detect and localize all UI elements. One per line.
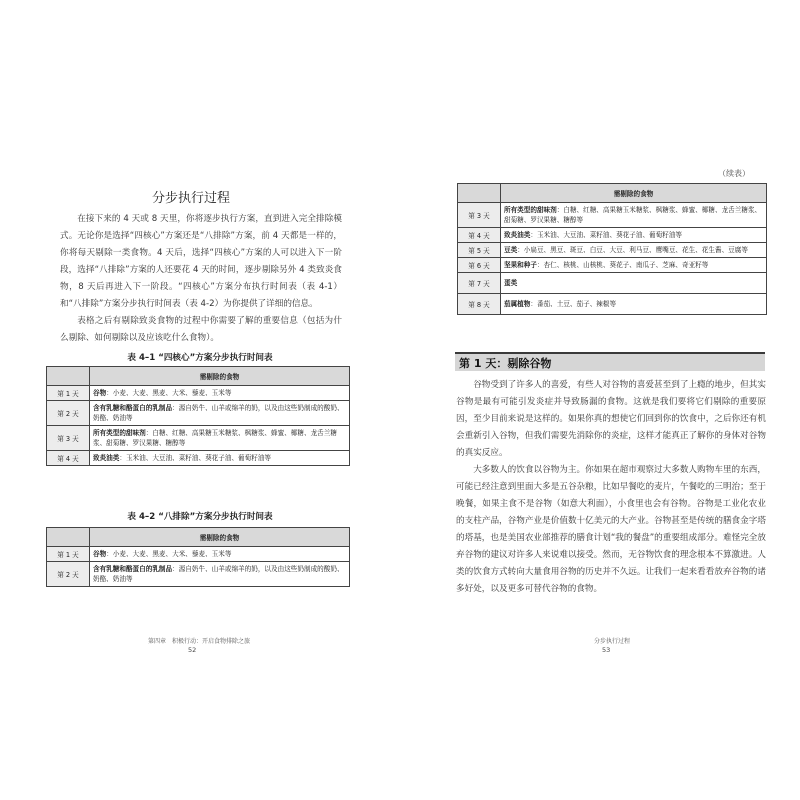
table-header: 需剔除的食物 bbox=[501, 184, 767, 203]
footer-section: 分步执行过程 bbox=[594, 638, 631, 645]
food-cell: 致炎油类：玉米油、大豆油、菜籽油、葵花子油、葡萄籽油等 bbox=[90, 451, 350, 466]
table-row bbox=[458, 273, 767, 294]
table1-caption: 表 4–1 “四核心”方案分步执行时间表 bbox=[127, 353, 273, 363]
table-header-row bbox=[47, 528, 350, 547]
food-cell: 谷物：小麦、大麦、黑麦、大米、藜麦、玉米等 bbox=[90, 386, 350, 401]
table-corner bbox=[47, 528, 90, 547]
table-header: 需剔除的食物 bbox=[90, 528, 350, 547]
table-row bbox=[458, 258, 767, 273]
day-cell: 第 4 天 bbox=[47, 451, 90, 466]
table-row bbox=[47, 426, 350, 451]
table-header-row bbox=[458, 184, 767, 203]
food-cell: 所有类型的甜味剂：白糖、红糖、高果糖玉米糖浆、枫糖浆、蜂蜜、椰糖、龙舌兰糖浆、甜菊糖、罗汉果糖、糖醇等 bbox=[90, 426, 350, 451]
table-4-2 bbox=[46, 527, 350, 587]
day-cell: 第 2 天 bbox=[47, 562, 90, 587]
intro-text bbox=[60, 211, 342, 347]
table-4-1 bbox=[46, 366, 350, 466]
day-cell: 第 5 天 bbox=[458, 243, 501, 258]
food-cell: 谷物：小麦、大麦、黑麦、大米、藜麦、玉米等 bbox=[90, 547, 350, 562]
day-cell: 第 1 天 bbox=[47, 547, 90, 562]
food-cell: 茄属植物：番茄、土豆、茄子、辣椒等 bbox=[501, 294, 767, 315]
table-row bbox=[47, 401, 350, 426]
table-continued bbox=[457, 183, 767, 315]
food-cell: 坚果和种子：杏仁、核桃、山核桃、葵花子、南瓜子、芝麻、奇亚籽等 bbox=[501, 258, 767, 273]
day-cell: 第 2 天 bbox=[47, 401, 90, 426]
day1-heading-bar bbox=[455, 352, 765, 371]
food-cell: 蛋类 bbox=[501, 273, 767, 294]
intro-paragraph-2: 表格之后有剔除致炎食物的过程中你需要了解的重要信息（包括为什么剔除、如何剔除以及应该吃什么食物）。 bbox=[60, 316, 342, 343]
intro-paragraph-1: 在接下来的 4 天或 8 天里，你将逐步执行方案，直到进入完全排除模式。无论你是选择“四核心”方案还是“八排除”方案，前 4 天都是一样的，你将每天剔除一类食物。4 天后，选择“四核心”方案的人可以进入下一阶段，选择“八排除”方案的人还要花 4 天的时间，逐步剔除另外 4 类致炎食物，8 天后再进入下一阶段。“四核心”方案分布执行时间表（表 4-1）和“八排除”方案分步执行时间表（表 4-2）为你提供了详细的信息。 bbox=[60, 214, 342, 309]
food-cell: 豆类：小扁豆、黑豆、斑豆、白豆、大豆、利马豆、鹰嘴豆、花生、花生酱、豆腐等 bbox=[501, 243, 767, 258]
table-row bbox=[47, 386, 350, 401]
food-cell: 含有乳糖和酪蛋白的乳制品：源自奶牛、山羊或绵羊的奶，以及由这些奶制成的酸奶、奶酪、奶油等 bbox=[90, 401, 350, 426]
table-row bbox=[47, 547, 350, 562]
day-cell: 第 3 天 bbox=[458, 203, 501, 228]
table-row bbox=[47, 562, 350, 587]
table-row bbox=[458, 294, 767, 315]
day-cell: 第 6 天 bbox=[458, 258, 501, 273]
footer-chapter: 第四章 积极行动：开启食物排除之旅 bbox=[148, 638, 251, 645]
page-number: 53 bbox=[602, 646, 611, 654]
section-title: 分步执行过程 bbox=[152, 191, 231, 206]
day-cell: 第 7 天 bbox=[458, 273, 501, 294]
day1-text bbox=[456, 377, 766, 598]
food-cell: 致炎油类：玉米油、大豆油、菜籽油、葵花子油、葡萄籽油等 bbox=[501, 228, 767, 243]
day-cell: 第 3 天 bbox=[47, 426, 90, 451]
table-row bbox=[47, 451, 350, 466]
table2-caption: 表 4–2 “八排除”方案分步执行时间表 bbox=[127, 512, 273, 522]
page-number: 52 bbox=[188, 646, 197, 654]
table-row bbox=[458, 243, 767, 258]
day-cell: 第 8 天 bbox=[458, 294, 501, 315]
continued-label: （续表） bbox=[718, 169, 750, 178]
table-row bbox=[458, 228, 767, 243]
day1-paragraph-1: 谷物受到了许多人的喜爱，有些人对谷物的喜爱甚至到了上瘾的地步，但其实谷物是最有可能引发炎症并导致肠漏的食物。这就是我们要将它们剔除的重要原因，至少目前来说是这样的。如果你真的想使它们回到你的饮食中，之后你还有机会重新引入谷物，但我们需要先消除你的炎症，这样才能真正了解你的身体对谷物的真实反应。 bbox=[456, 380, 766, 458]
day-cell: 第 1 天 bbox=[47, 386, 90, 401]
table-corner bbox=[458, 184, 501, 203]
day1-heading: 第 1 天：剔除谷物 bbox=[459, 357, 552, 370]
table-header: 需剔除的食物 bbox=[90, 367, 350, 386]
day-cell: 第 4 天 bbox=[458, 228, 501, 243]
food-cell: 含有乳糖和酪蛋白的乳制品：源自奶牛、山羊或绵羊的奶，以及由这些奶制成的酸奶、奶酪、奶油等 bbox=[90, 562, 350, 587]
food-cell: 所有类型的甜味剂：白糖、红糖、高果糖玉米糖浆、枫糖浆、蜂蜜、椰糖、龙舌兰糖浆、甜菊糖、罗汉果糖、糖醇等 bbox=[501, 203, 767, 228]
table-corner bbox=[47, 367, 90, 386]
table-row bbox=[458, 203, 767, 228]
table-header-row bbox=[47, 367, 350, 386]
day1-paragraph-2: 大多数人的饮食以谷物为主。你如果在超市观察过大多数人购物车里的东西，可能已经注意到里面大多是五谷杂粮，比如早餐吃的麦片，午餐吃的三明治；至于晚餐，如果主食不是谷物（如意大利面），小食里也会有谷物。谷物是工业化农业的支柱产品，谷物产业是价值数十亿美元的大产业。谷物甚至是传统的膳食金字塔的塔基，也是美国农业部推荐的膳食计划“我的餐盘”的重要组成部分。难怪完全放弃谷物的建议对许多人来说难以接受。然而，无谷物饮食的理念根本不算激进。人类的饮食方式转向大量食用谷物的历史并不久远。让我们一起来看看放弃谷物的诸多好处，以及更多可替代谷物的食物。 bbox=[456, 465, 766, 594]
